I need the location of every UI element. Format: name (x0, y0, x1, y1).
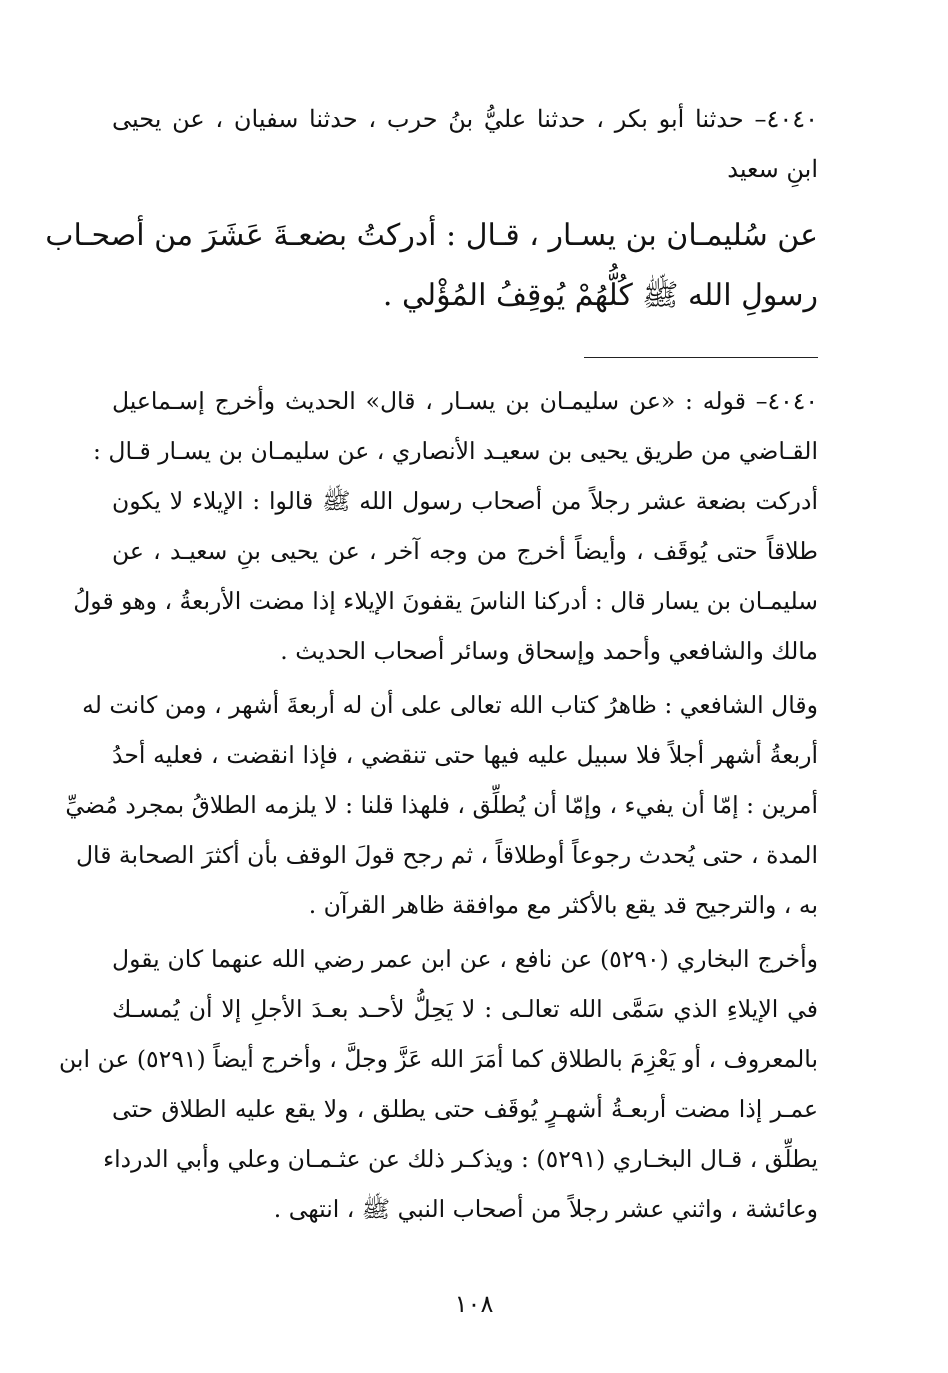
hadith-matn-line: عن سُليمـان بن يسـار ، قـال : أدركتُ بضعـةَ عَشَرَ من أصحـاب (45, 218, 818, 253)
commentary-line: سليمـان بن يسار قال : أدركنا الناسَ يقفونَ الإيلاء إذا مضت الأربعةُ ، وهو قولُ (73, 587, 818, 615)
commentary-line: بالمعروف ، أو يَعْزِمَ بالطلاق كما أمَرَ الله عَزَّ وجلَّ ، وأخرج أيضاً (٥٢٩١) عن ابن (59, 1045, 818, 1073)
commentary-paragraph-1 (73, 376, 818, 676)
commentary-line: طلاقاً حتى يُوقَف ، وأيضاً أخرج من وجه آخر ، عن يحيى بنِ سعيـد ، عن (112, 537, 818, 565)
commentary-line: أدركت بضعة عشر رجلاً من أصحاب رسول الله ﷺ قالوا : الإيلاء لا يكون (112, 487, 818, 515)
hadith-matn (45, 206, 818, 326)
commentary-paragraph-2 (65, 680, 818, 930)
commentary-line: به ، والترجيح قد يقع بالأكثر مع موافقة ظاهر القرآن . (308, 891, 818, 919)
commentary-line: وقال الشافعي : ظاهرُ كتاب الله تعالى على أن له أربعةَ أشهر ، ومن كانت له (82, 691, 818, 719)
commentary-line: القـاضي من طريق يحيى بن سعيـد الأنصاري ، عن سليمـان بن يسـار قـال : (92, 437, 818, 465)
commentary-line: وعائشة ، واثني عشر رجلاً من أصحاب النبي ﷺ ، انتهى . (273, 1195, 818, 1223)
commentary-line: أربعةُ أشهر أجلاً فلا سبيل عليه فيها حتى تنقضي ، فإذا انقضت ، فعليه أحدُ (112, 741, 818, 769)
commentary-line: وأخرج البخاري (٥٢٩٠) عن نافع ، عن ابن عمر رضي الله عنهما كان يقول (112, 945, 818, 973)
page-number: ١٠٨ (454, 1290, 494, 1318)
commentary-line: مالك والشافعي وأحمد وإسحاق وسائر أصحاب الحديث . (280, 637, 818, 665)
footnote-separator (584, 357, 818, 358)
hadith-isnad-line: ٤٠٤٠– حدثنا أبو بكر ، حدثنا عليُّ بنُ حرب ، حدثنا سفيان ، عن يحيى (112, 105, 819, 133)
commentary-line: يطلِّق ، قـال البخـاري (٥٢٩١) : ويذكـر ذلك عن عثـمـان وعلي وأبي الدرداء (103, 1145, 818, 1173)
commentary-line: أمرين : إمّا أن يفيء ، وإمّا أن يُطلِّق ، فلهذا قلنا : لا يلزمه الطلاقُ بمجرد مُضيِّ (65, 791, 818, 819)
commentary-line: ٤٠٤٠– قوله : «عن سليمـان بن يسـار ، قال» الحديث وأخرج إسـماعيل (112, 387, 818, 415)
commentary-line: في الإيلاءِ الذي سَمَّى الله تعالـى : لا يَحِلُّ لأحـد بعـدَ الأجلِ إلا أن يُمسـك (112, 995, 818, 1023)
hadith-matn-line: رسولِ الله ﷺ كُلُّهُمْ يُوقِفُ المُؤْلي . (382, 278, 818, 313)
commentary-line: عمـر إذا مضت أربعـةُ أشهـرٍ يُوقَف حتى يطلق ، ولا يقع عليه الطلاق حتى (112, 1095, 818, 1123)
hadith-isnad (112, 94, 818, 194)
commentary-line: المدة ، حتى يُحدث رجوعاً أوطلاقاً ، ثم رجح قولَ الوقف بأن أكثرَ الصحابة قال (75, 841, 818, 869)
commentary-paragraph-3 (59, 934, 818, 1234)
hadith-isnad-line: ابنِ سعيد (727, 155, 818, 183)
